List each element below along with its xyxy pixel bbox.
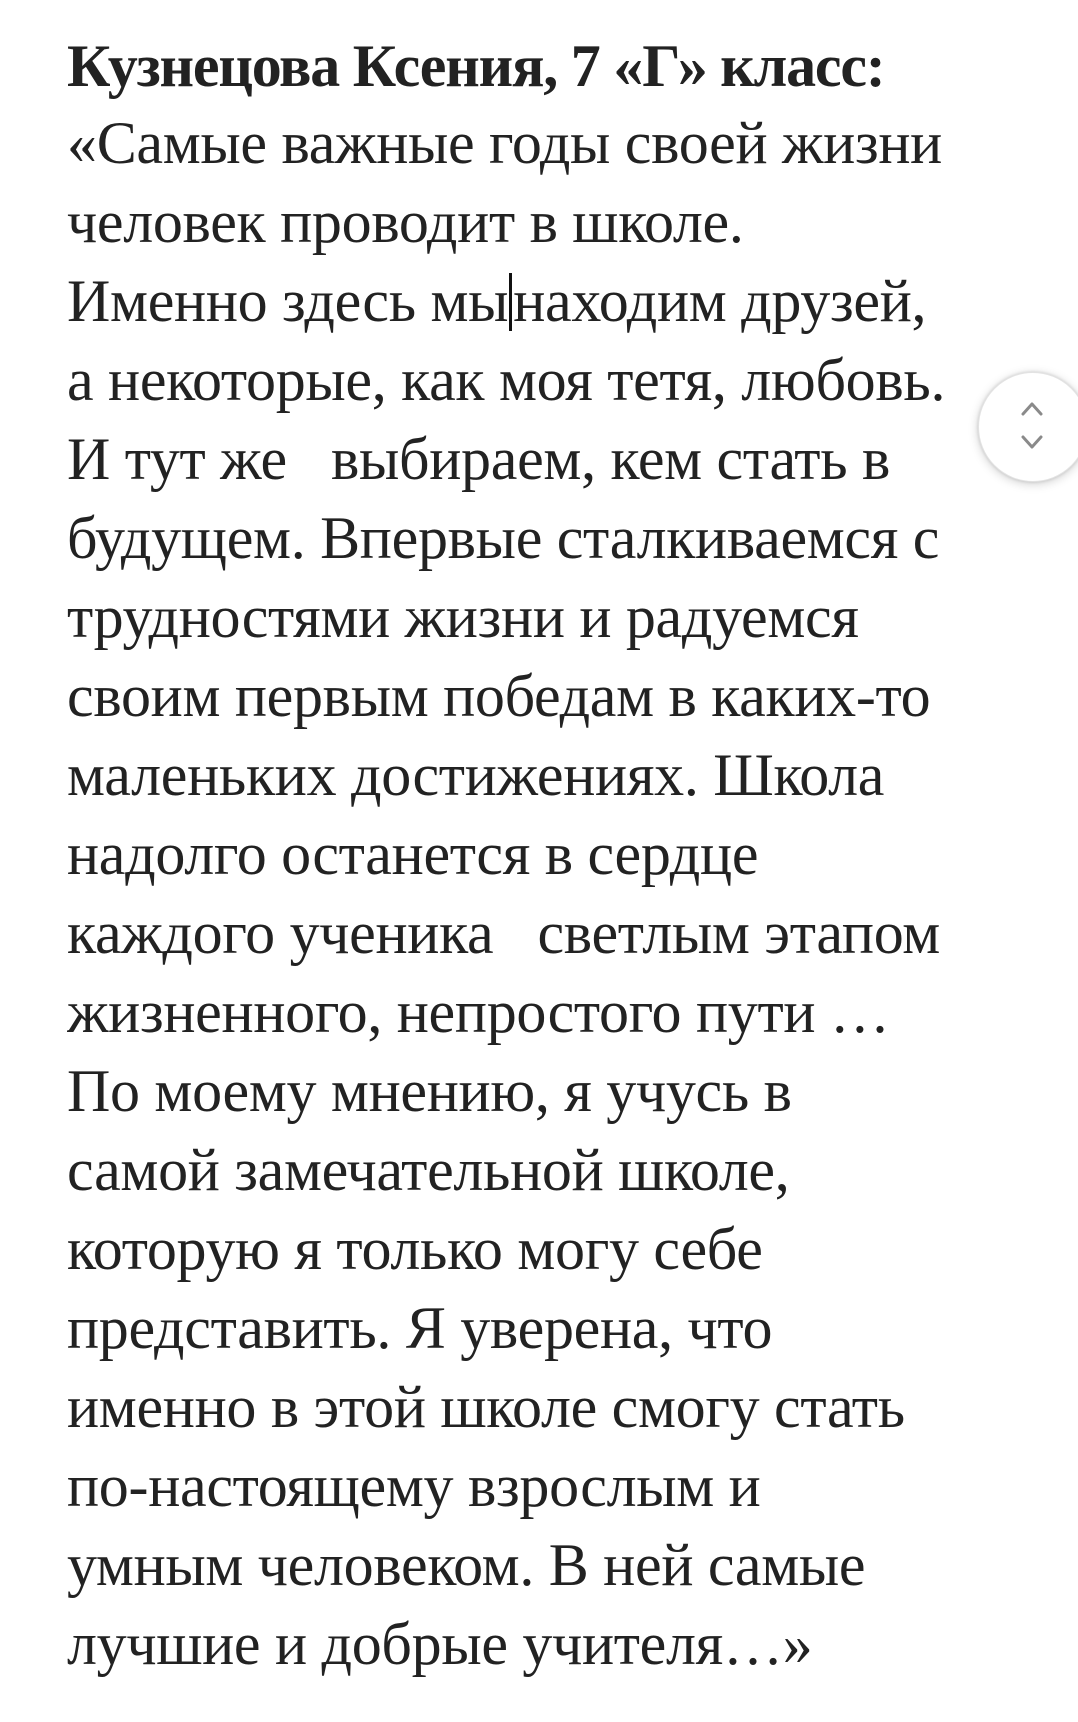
article-heading: Кузнецова Ксения, 7 «Г» класс:	[67, 33, 885, 99]
text-segment: Именно здесь мы	[67, 268, 509, 334]
text-line: представить. Я уверена, что	[67, 1295, 773, 1361]
text-line: своим первым победам в каких-то	[67, 663, 931, 729]
text-line: самой замечательной школе,	[67, 1137, 790, 1203]
text-line: надолго останется в сердце	[67, 821, 759, 887]
text-line: лучшие и добрые учителя…»	[67, 1611, 813, 1677]
text-line: По моему мнению, я учусь в	[67, 1058, 792, 1124]
text-line: человек проводит в школе.	[67, 189, 744, 255]
text-line: которую я только могу себе	[67, 1216, 763, 1282]
text-line: трудностями жизни и радуемся	[67, 584, 859, 650]
scroll-navigation-button[interactable]	[978, 372, 1078, 482]
chevron-down-icon[interactable]	[1019, 429, 1045, 455]
chevron-up-icon[interactable]	[1019, 396, 1045, 422]
text-line: именно в этой школе смогу стать	[67, 1374, 905, 1440]
text-line: а некоторые, как моя тетя, любовь.	[67, 347, 946, 413]
text-cursor	[509, 273, 512, 331]
text-line: по-настоящему взрослым и	[67, 1453, 761, 1519]
text-line: каждого ученика светлым этапом	[67, 900, 940, 966]
text-line: И тут же выбираем, кем стать в	[67, 426, 891, 492]
text-line: «Самые важные годы своей жизни	[67, 110, 942, 176]
text-segment: находим друзей,	[513, 268, 927, 334]
text-line-with-cursor	[67, 262, 1002, 341]
article-body	[67, 28, 1067, 1684]
text-line: маленьких достижениях. Школа	[67, 742, 885, 808]
text-line: жизненного, непростого пути …	[67, 979, 890, 1045]
text-line: умным человеком. В ней самые	[67, 1532, 866, 1598]
text-line: будущем. Впервые сталкиваемся с	[67, 505, 940, 571]
